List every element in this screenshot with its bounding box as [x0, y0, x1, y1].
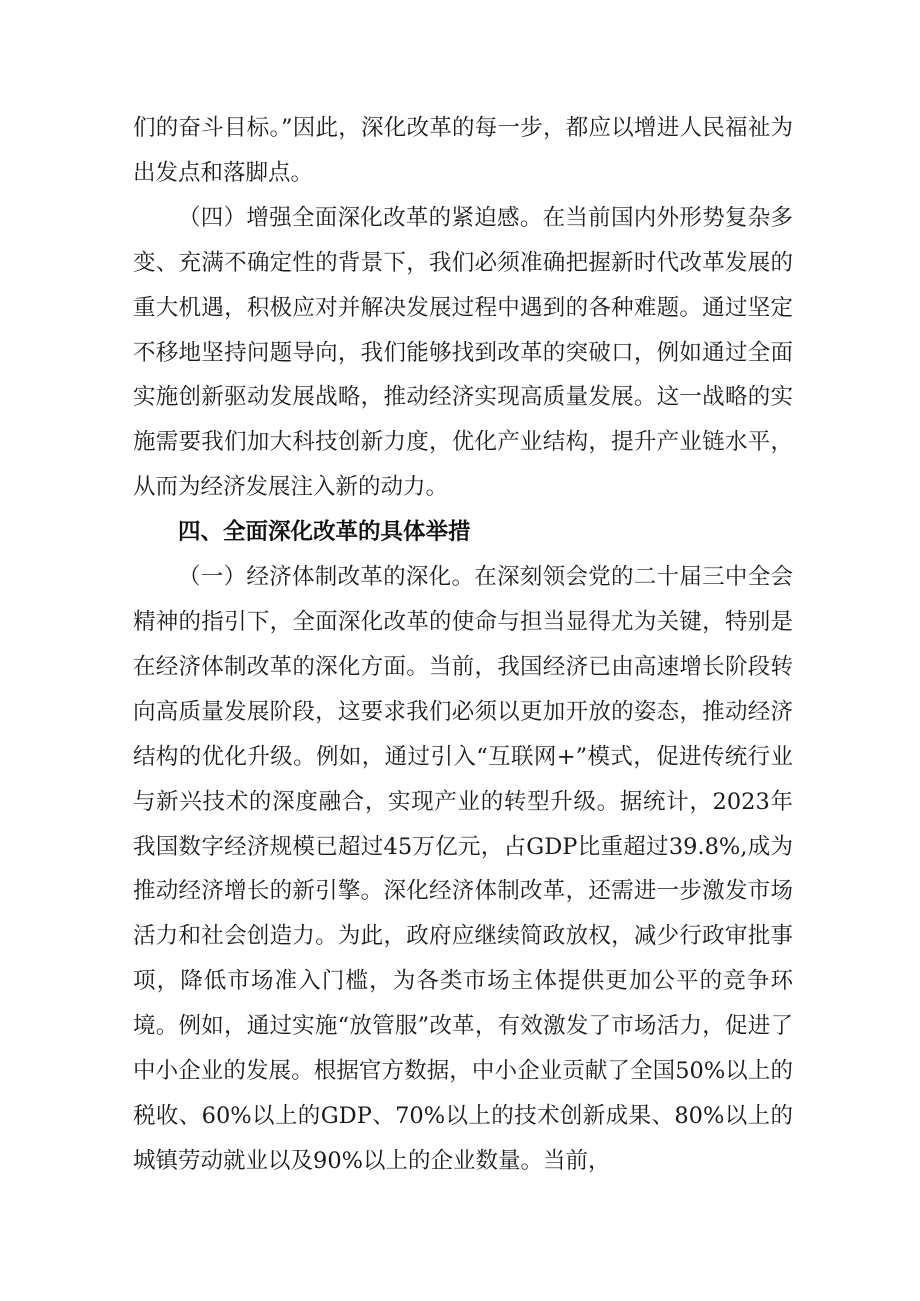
paragraph-economic-reform: （一）经济体制改革的深化。在深刻领会党的二十届三中全会精神的指引下，全面深化改革的使命与担当显得尤为关键，特别是在经济体制改革的深化方面。当前，我国经济已由高速增长阶段转向高质量发展阶段，这要求我们必须以更加开放的姿态，推动经济结构的优化升级。例如，通过引入“互联网+”模式，促进传统行业与新兴技术的深度融合，实现产业的转型升级。据统计，2023年我国数字经济规模已超过45万亿元，占GDP比重超过39.8%,成为推动经济增长的新引擎。深化经济体制改革，还需进一步激发市场活力和社会创造力。为此，政府应继续简政放权，减少行政审批事项，降低市场准入门槛，为各类市场主体提供更加公平的竞争环境。例如，通过实施“放管服”改革，有效激发了市场活力，促进了中小企业的发展。根据官方数据，中小企业贡献了全国50%以上的税收、60%以上的GDP、70%以上的技术创新成果、80%以上的城镇劳动就业以及90%以上的企业数量。当前， — [133, 564, 793, 1174]
paragraph-continuation: 们的奋斗目标。”因此，深化改革的每一步，都应以增进人民福祉为出发点和落脚点。 — [133, 115, 793, 186]
section-heading: 四、全面深化改革的具体举措 — [178, 519, 471, 546]
paragraph-urgency: （四）增强全面深化改革的紧迫感。在当前国内外形势复杂多变、充满不确定性的背景下，我们必须准确把握新时代改革发展的重大机遇，积极应对并解决发展过程中遇到的各种难题。通过坚定不移地坚持问题导向，我们能够找到改革的突破口，例如通过全面实施创新驱动发展战略，推动经济实现高质量发展。这一战略的实施需要我们加大科技创新力度，优化产业结构，提升产业链水平，从而为经济发展注入新的动力。 — [133, 204, 793, 501]
document-body — [133, 106, 793, 1184]
